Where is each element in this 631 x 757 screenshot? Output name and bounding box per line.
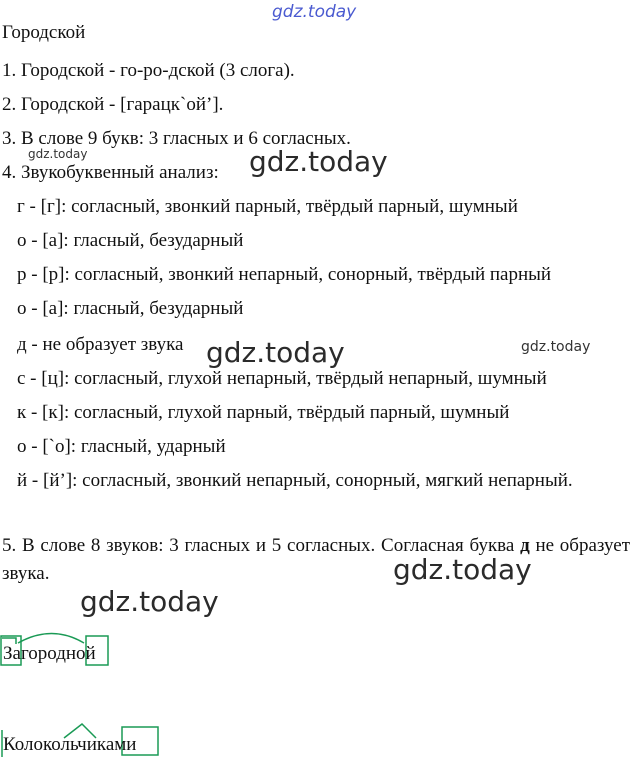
analysis-row: о - [а]: гласный, безударный [17, 230, 244, 251]
watermark-large: gdz.today [80, 585, 219, 618]
analysis-row: о - [а]: гласный, безударный [17, 298, 244, 319]
analysis-row: г - [г]: согласный, звонкий парный, твёрдый парный, шумный [17, 196, 518, 217]
root-arc [18, 634, 84, 644]
analysis-row: д - не образует звука [17, 334, 184, 355]
document-title: Городской [2, 22, 86, 43]
watermark-large: gdz.today [206, 336, 345, 369]
analysis-row: о - [`о]: гласный, ударный [17, 436, 226, 457]
item-4: 4. Звукобуквенный анализ: [2, 162, 219, 183]
item-1: 1. Городской - го-ро-дской (3 слога). [2, 60, 295, 81]
item-2: 2. Городской - [гарацк`ой’]. [2, 94, 224, 115]
watermark-small: gdz.today [521, 339, 591, 355]
item-5: 5. В слове 8 звуков: 3 гласных и 5 согласных. Согласная буква д не образует звука. [2, 535, 630, 584]
word-kolokolchikami: Колокольчиками [3, 734, 137, 755]
analysis-row: р - [р]: согласный, звонкий непарный, сонорный, твёрдый парный [17, 264, 552, 285]
analysis-row: с - [ц]: согласный, глухой непарный, твёрдый непарный, шумный [17, 368, 547, 389]
watermark-large: gdz.today [249, 145, 388, 178]
watermark-small: gdz.today [28, 147, 88, 161]
watermark-large: gdz.today [393, 553, 532, 586]
item-3: 3. В слове 9 букв: 3 гласных и 6 согласных. [2, 128, 351, 149]
word-zagorodnoy: Загородной [3, 643, 96, 664]
watermark-top: gdz.today [272, 2, 357, 22]
analysis-row: к - [к]: согласный, глухой парный, твёрдый парный, шумный [17, 402, 510, 423]
analysis-row: й - [й’]: согласный, звонкий непарный, сонорный, мягкий непарный. [17, 470, 573, 491]
